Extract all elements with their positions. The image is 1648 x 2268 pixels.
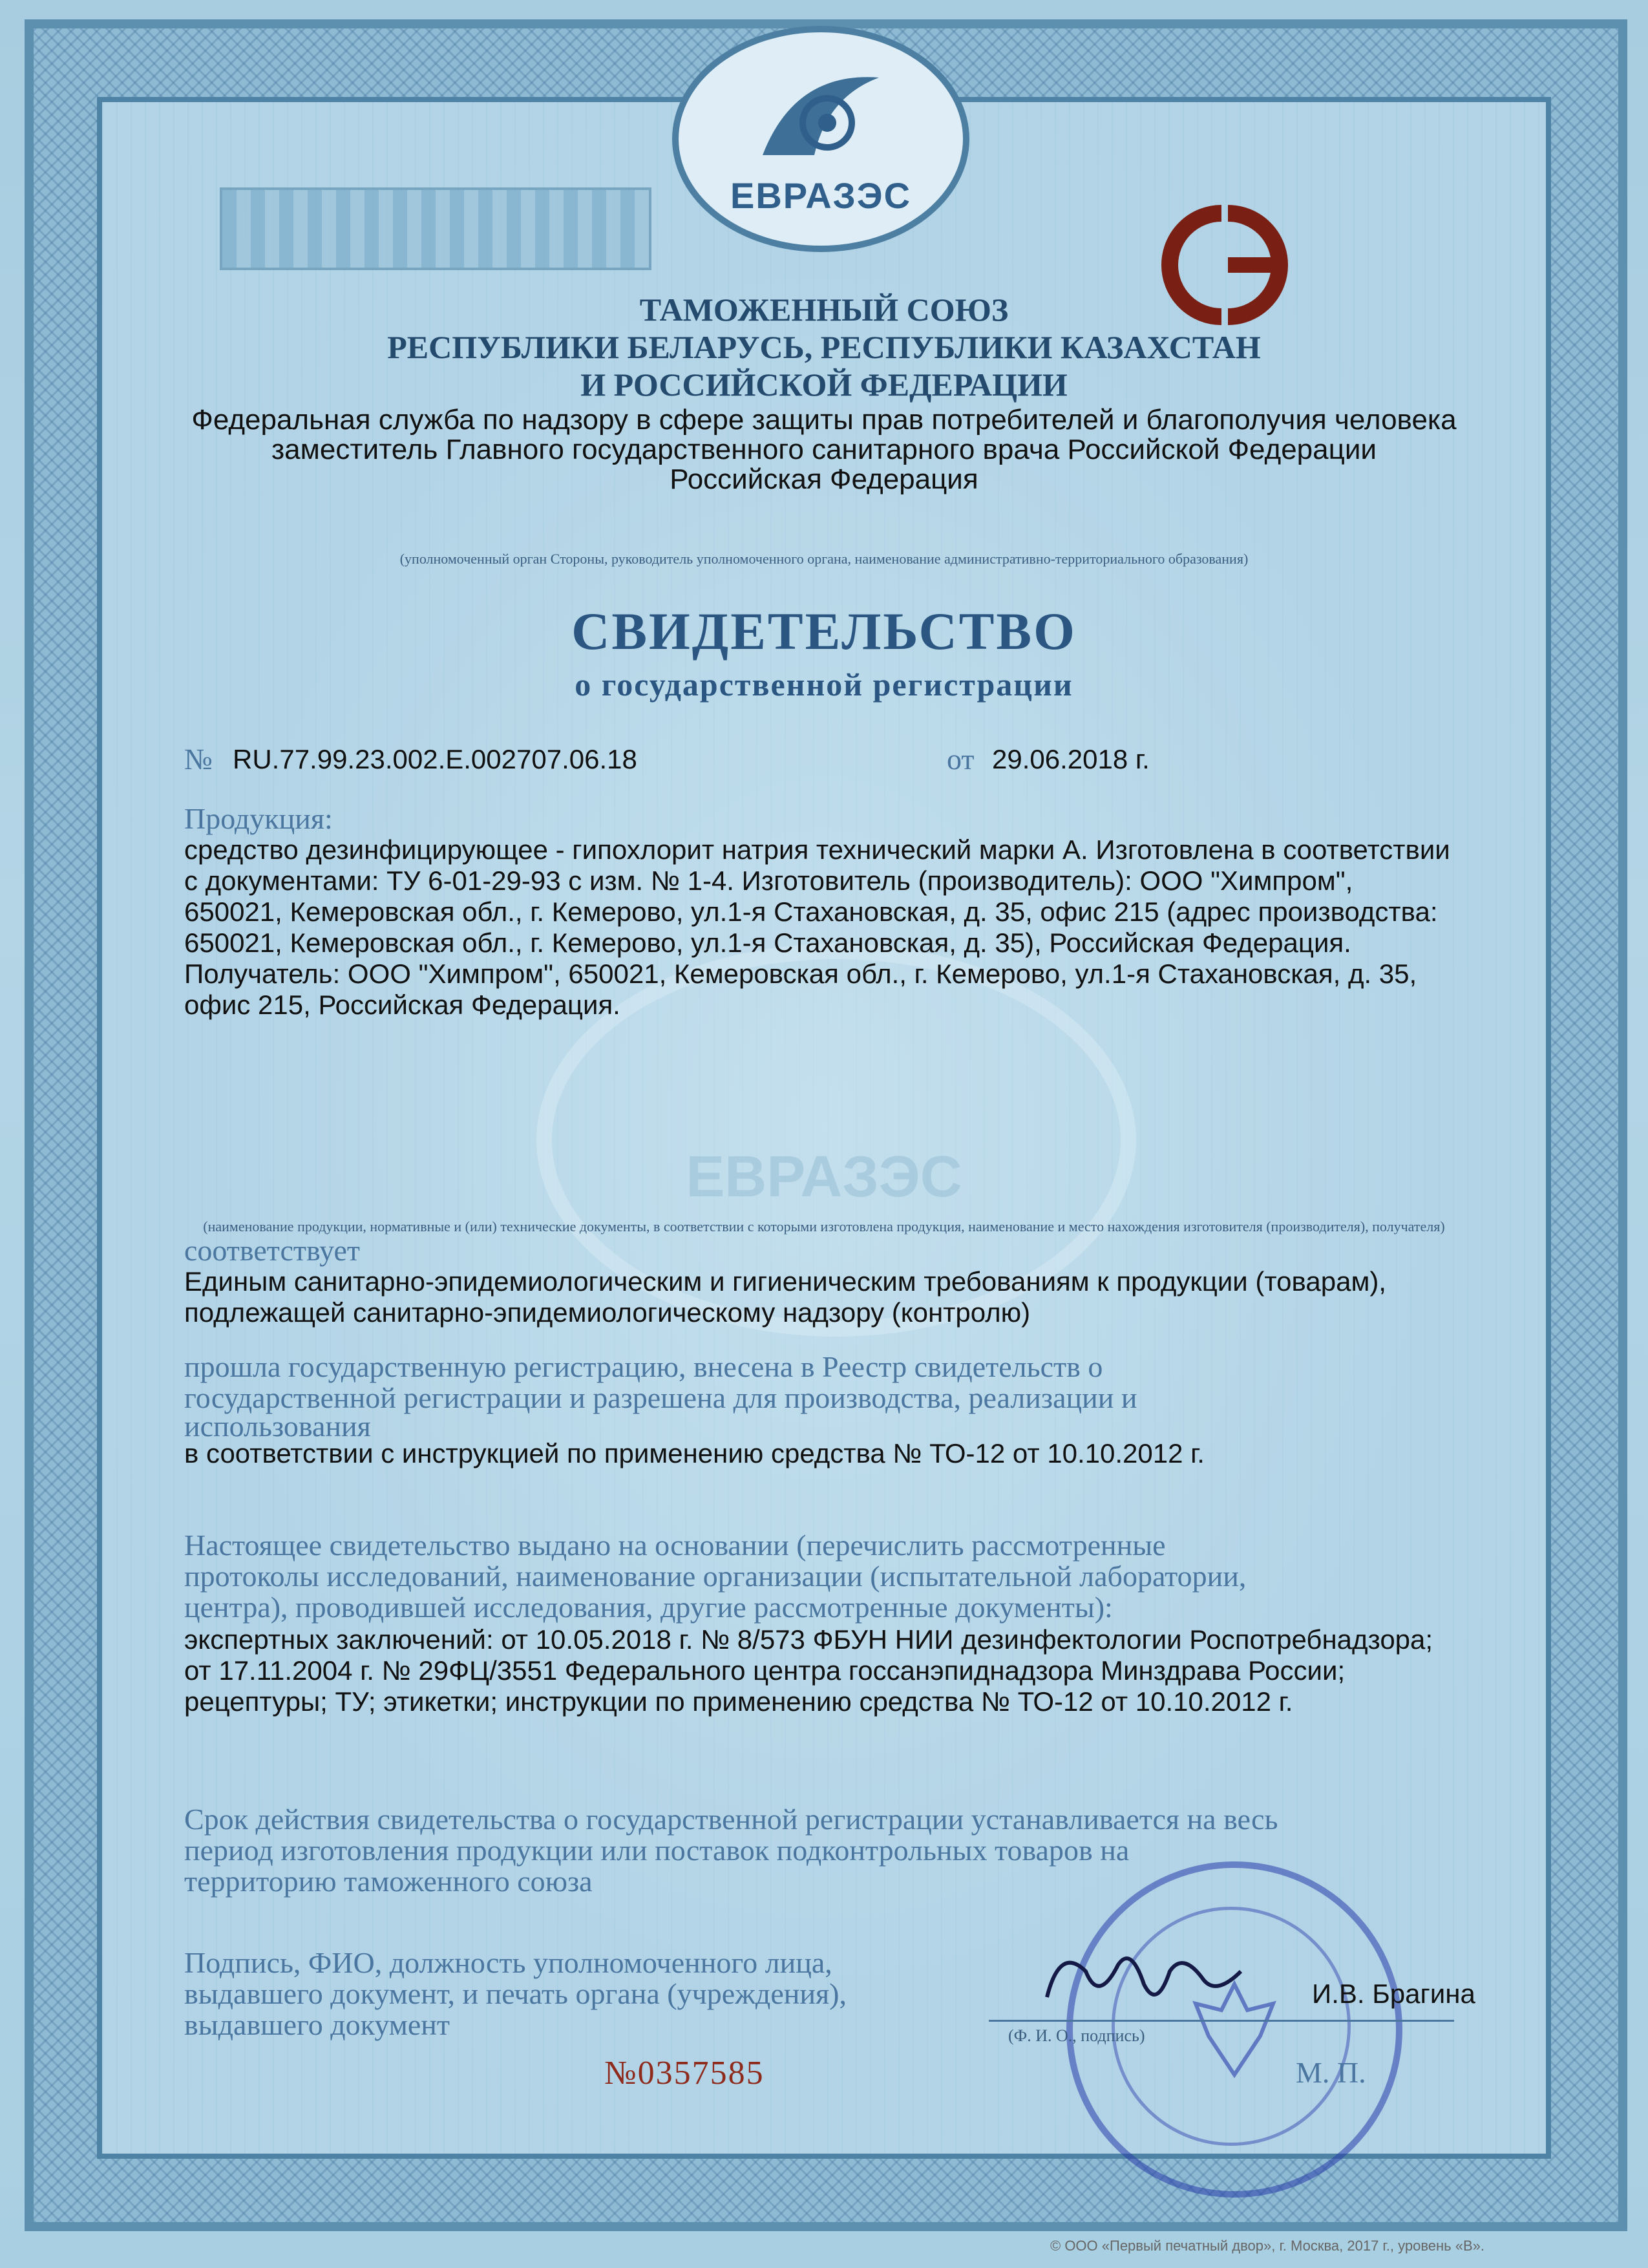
validity-line-1: Срок действия свидетельства о государственной регистрации устанавливается на весь — [184, 1803, 1278, 1836]
basis-line-1: Настоящее свидетельство выдано на основании (перечислить рассмотренные — [184, 1529, 1166, 1562]
validity-line-3: территорию таможенного союза — [184, 1865, 593, 1898]
security-hologram-strip — [220, 187, 651, 270]
serial-number: №0357585 — [604, 2055, 765, 2092]
registered-line-2: государственной регистрации и разрешена для производства, реализации и — [184, 1381, 1137, 1414]
signatory-name: И.В. Брагина — [1312, 1978, 1475, 2009]
authority-caption: (уполномоченный орган Стороны, руководитель уполномоченного органа, наименование административно-территориального образования) — [399, 551, 1249, 567]
authority-line-3: Российская Федерация — [670, 463, 978, 495]
basis-line-2: протоколы исследований, наименование организации (испытательной лаборатории, — [184, 1560, 1247, 1593]
watermark-label: ЕВРАЗЭС — [686, 1145, 962, 1209]
authority-line-2: заместитель Главного государственного санитарного врача Российской Федерации — [271, 434, 1377, 465]
eurasec-bird-icon — [750, 58, 892, 175]
handwritten-signature-icon — [1034, 1933, 1254, 2030]
registration-number-label: № — [184, 743, 213, 776]
authority-line-1: Федеральная служба по надзору в сфере защиты прав потребителей и благополучия человека — [191, 404, 1457, 436]
basis-line-3: центра), проводившей исследования, другие рассмотренные документы): — [184, 1591, 1113, 1624]
header-line-2: РЕСПУБЛИКИ БЕЛАРУСЬ, РЕСПУБЛИКИ КАЗАХСТАН — [387, 329, 1261, 365]
product-caption: (наименование продукции, нормативные и (или) технические документы, в соответствии с которыми изготовлена продукция, наименование и место нахождения изготовителя (производителя), получателя) — [203, 1218, 1445, 1235]
product-line-2: с документами: ТУ 6-01-29-93 с изм. № 1-4. Изготовитель (производитель): ООО "Химпром", — [184, 865, 1353, 896]
basis-doc-3: рецептуры; ТУ; этикетки; инструкции по применению средства № ТО-12 от 10.10.2012 г. — [184, 1686, 1293, 1717]
signature-caption-3: выдавшего документ — [184, 2008, 450, 2041]
conformity-line-2: подлежащей санитарно-эпидемиологическому надзору (контролю) — [184, 1297, 1031, 1328]
header-line-3: И РОССИЙСКОЙ ФЕДЕРАЦИИ — [580, 366, 1068, 403]
product-line-3: 650021, Кемеровская обл., г. Кемерово, ул.1-я Стахановская, д. 35, офис 215 (адрес производства: — [184, 896, 1438, 927]
signature-caption-1: Подпись, ФИО, должность уполномоченного лица, — [184, 1946, 832, 1979]
product-label: Продукция: — [184, 802, 333, 835]
product-line-1: средство дезинфицирующее - гипохлорит натрия технический марки А. Изготовлена в соответствии — [184, 834, 1450, 865]
basis-doc-2: от 17.11.2004 г. № 29ФЦ/3551 Федерального центра госсанэпиднадзора Минздрава России; — [184, 1655, 1346, 1686]
document-subtitle: о государственной регистрации — [575, 666, 1073, 703]
conformity-label: соответствует — [184, 1234, 361, 1267]
seal-place-label: М. П. — [1296, 2056, 1366, 2089]
registered-line-3: использования — [184, 1410, 371, 1443]
basis-doc-1: экспертных заключений: от 10.05.2018 г. № 8/573 ФБУН НИИ дезинфектологии Роспотребнадзора; — [184, 1624, 1433, 1655]
registration-number: RU.77.99.23.002.E.002707.06.18 — [233, 744, 637, 774]
product-line-6: офис 215, Российская Федерация. — [184, 990, 620, 1020]
eurasec-emblem — [672, 26, 969, 252]
conformity-line-1: Единым санитарно-эпидемиологическим и гигиеническим требованиям к продукции (товарам), — [184, 1266, 1386, 1297]
printer-footer: © ООО «Первый печатный двор», г. Москва, 2017 г., уровень «В». — [1050, 2238, 1484, 2254]
registered-line-1: прошла государственную регистрацию, внесена в Реестр свидетельств о — [184, 1350, 1103, 1383]
validity-line-2: период изготовления продукции или поставок подконтрольных товаров на — [184, 1834, 1130, 1867]
product-line-4: 650021, Кемеровская обл., г. Кемерово, ул.1-я Стахановская, д. 35), Российская Федерация. — [184, 927, 1351, 958]
signature-caption-2: выдавшего документ, и печать органа (учреждения), — [184, 1977, 847, 2010]
usage-instruction: в соответствии с инструкцией по применению средства № ТО-12 от 10.10.2012 г. — [184, 1438, 1205, 1468]
document-title: СВИДЕТЕЛЬСТВО — [571, 602, 1077, 661]
emblem-label: ЕВРАЗЭС — [730, 175, 912, 216]
signature-line-caption: (Ф. И. О., подпись) — [1008, 2026, 1145, 2045]
registration-date: 29.06.2018 г. — [992, 744, 1150, 774]
registration-date-label: от — [947, 743, 975, 776]
header-line-1: ТАМОЖЕННЫЙ СОЮЗ — [639, 291, 1009, 328]
signature-line — [989, 2020, 1454, 2022]
product-line-5: Получатель: ООО "Химпром", 650021, Кемеровская обл., г. Кемерово, ул.1-я Стахановская, д. 35, — [184, 959, 1417, 989]
